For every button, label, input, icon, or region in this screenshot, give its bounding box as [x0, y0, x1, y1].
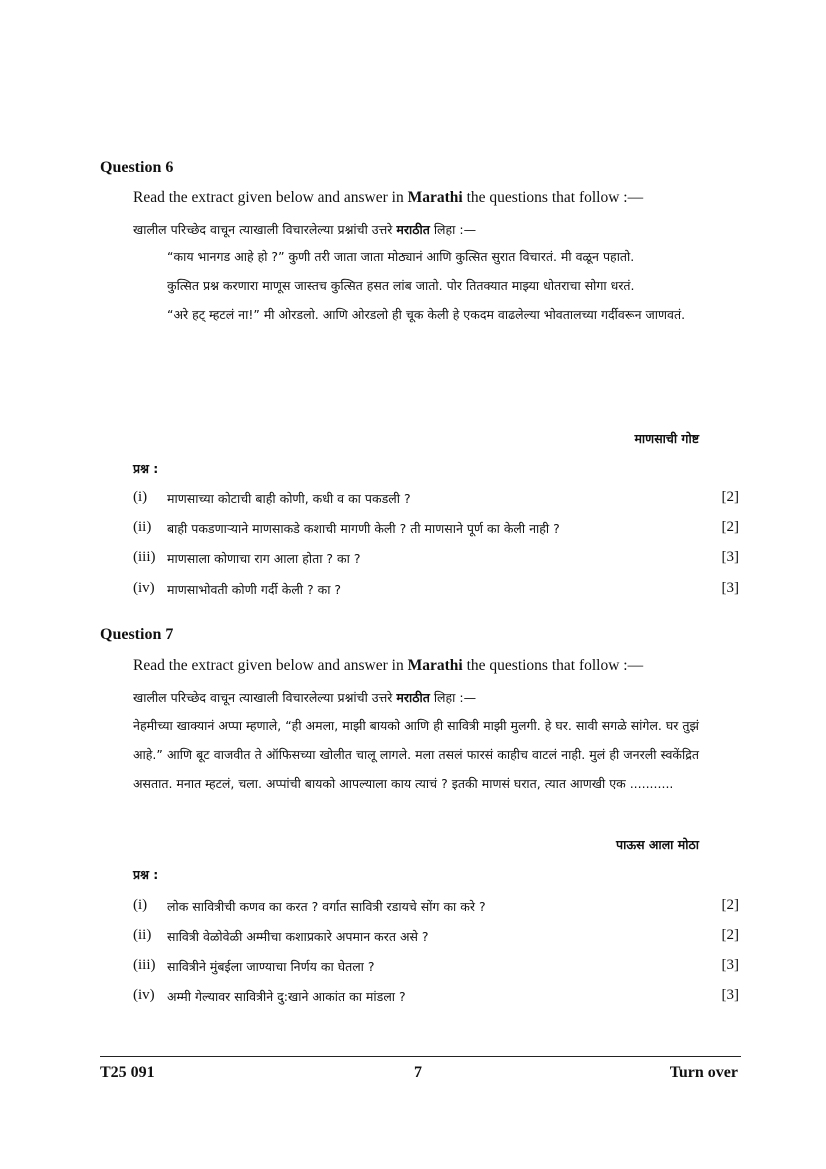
- question-6-item-i: [133, 489, 739, 511]
- item-number: (ii): [133, 519, 152, 535]
- question-7-prashna-label: प्रश्न :: [133, 867, 159, 882]
- question-7-item-i: [133, 897, 739, 919]
- item-marks: [3]: [721, 549, 739, 565]
- question-6-item-ii: [133, 519, 739, 541]
- item-number: (i): [133, 897, 148, 913]
- question-6-source: माणसाची गोष्ट: [634, 431, 699, 446]
- item-marks: [2]: [721, 897, 739, 913]
- item-marks: [3]: [721, 987, 739, 1003]
- question-7-intro-english: [133, 657, 643, 675]
- extract-paragraph: “अरे हट् म्हटलं ना!” मी ओरडलो. आणि ओरडलो ही चूक केली हे एकदम वाढलेल्या भोवतालच्या गर्दीवरून जाणवतं.: [167, 307, 686, 322]
- intro-text: Read the extract given below and answer in: [133, 189, 408, 206]
- footer-page-number: 7: [414, 1064, 422, 1081]
- footer-divider: [100, 1056, 741, 1057]
- item-marks: [2]: [721, 927, 739, 943]
- question-7-heading: Question 7: [100, 626, 174, 643]
- footer-paper-code: T25 091: [100, 1064, 155, 1081]
- question-7-item-ii: [133, 927, 739, 949]
- item-marks: [3]: [721, 580, 739, 596]
- intro-text: Read the extract given below and answer in: [133, 657, 408, 674]
- item-text: लोक सावित्रीची कणव का करत ? वर्गात सावित्री रडायचे सोंग का करे ?: [167, 899, 486, 914]
- item-number: (iii): [133, 957, 156, 973]
- intro-language: Marathi: [407, 189, 463, 206]
- intro-text-end: the questions that follow :—: [462, 189, 644, 206]
- question-7-intro-marathi: [133, 689, 476, 706]
- item-text: बाही पकडणाऱ्याने माणसाकडे कशाची मागणी केली ? ती माणसाने पूर्ण का केली नाही ?: [167, 521, 560, 536]
- item-marks: [2]: [721, 519, 739, 535]
- item-number: (iii): [133, 549, 156, 565]
- question-6-intro-english: [133, 189, 643, 207]
- intro-mr-text-end: लिहा :—: [429, 690, 477, 705]
- item-text: माणसाच्या कोटाची बाही कोणी, कधी व का पकडली ?: [167, 491, 411, 506]
- item-number: (iv): [133, 987, 155, 1003]
- item-text: अम्मी गेल्यावर सावित्रीने दु:खाने आकांत का मांडला ?: [167, 989, 406, 1004]
- item-text: सावित्री वेळोवेळी अम्मीचा कशाप्रकारे अपमान करत असे ?: [167, 929, 429, 944]
- intro-mr-text-end: लिहा :—: [429, 222, 477, 237]
- intro-mr-language: मराठीत: [396, 690, 430, 705]
- item-number: (i): [133, 489, 148, 505]
- intro-text-end: the questions that follow :—: [462, 657, 644, 674]
- item-marks: [2]: [721, 489, 739, 505]
- extract-paragraph: नेहमीच्या खाक्यानं अप्पा म्हणाले, “ही अमला, माझी बायको आणि ही सावित्री माझी मुलगी. हे घर. सावी सगळे सांगेल. घर तुझं आहे.” आणि बूट वाजवीत ते ऑफिसच्या खोलीत चालू लागले. मला तसलं फारसं काहीच वाटलं नाही. मुलं ही जनरली स्वकेंद्रित असतात. मनात म्हटलं, चला. अप्पांची बायको आपल्याला काय त्याचं ? इतकी माणसं घरात, त्यात आणखी एक ...........: [133, 718, 699, 791]
- extract-paragraph: “काय भानगड आहे हो ?” कुणी तरी जाता जाता मोठ्यानं आणि कुत्सित सुरात विचारतं. मी वळून पहातो.: [167, 249, 635, 264]
- intro-mr-text: खालील परिच्छेद वाचून त्याखाली विचारलेल्या प्रश्नांची उत्तरे: [133, 222, 397, 237]
- extract-paragraph: कुत्सित प्रश्न करणारा माणूस जास्तच कुत्सित हसत लांब जातो. पोर तितक्यात माझ्या धोतराचा सोगा धरतं.: [167, 278, 635, 293]
- item-number: (ii): [133, 927, 152, 943]
- intro-mr-language: मराठीत: [396, 222, 430, 237]
- question-7-source: पाऊस आला मोठा: [615, 837, 699, 852]
- intro-mr-text: खालील परिच्छेद वाचून त्याखाली विचारलेल्या प्रश्नांची उत्तरे: [133, 690, 397, 705]
- question-7-extract: [133, 711, 699, 798]
- item-number: (iv): [133, 580, 155, 596]
- question-7-item-iv: [133, 987, 739, 1009]
- item-text: माणसाभोवती कोणी गर्दी केली ? का ?: [167, 582, 342, 597]
- item-text: सावित्रीने मुंबईला जाण्याचा निर्णय का घेतला ?: [167, 959, 375, 974]
- question-7-item-iii: [133, 957, 739, 979]
- question-6-intro-marathi: [133, 221, 476, 238]
- item-marks: [3]: [721, 957, 739, 973]
- question-6-item-iii: [133, 549, 739, 571]
- footer-turn-over: Turn over: [669, 1064, 738, 1081]
- question-6-prashna-label: प्रश्न :: [133, 461, 159, 476]
- item-text: माणसाला कोणाचा राग आला होता ? का ?: [167, 551, 361, 566]
- intro-language: Marathi: [407, 657, 463, 674]
- question-6-heading: Question 6: [100, 159, 174, 176]
- question-6-extract: [133, 242, 699, 329]
- question-6-item-iv: [133, 580, 739, 602]
